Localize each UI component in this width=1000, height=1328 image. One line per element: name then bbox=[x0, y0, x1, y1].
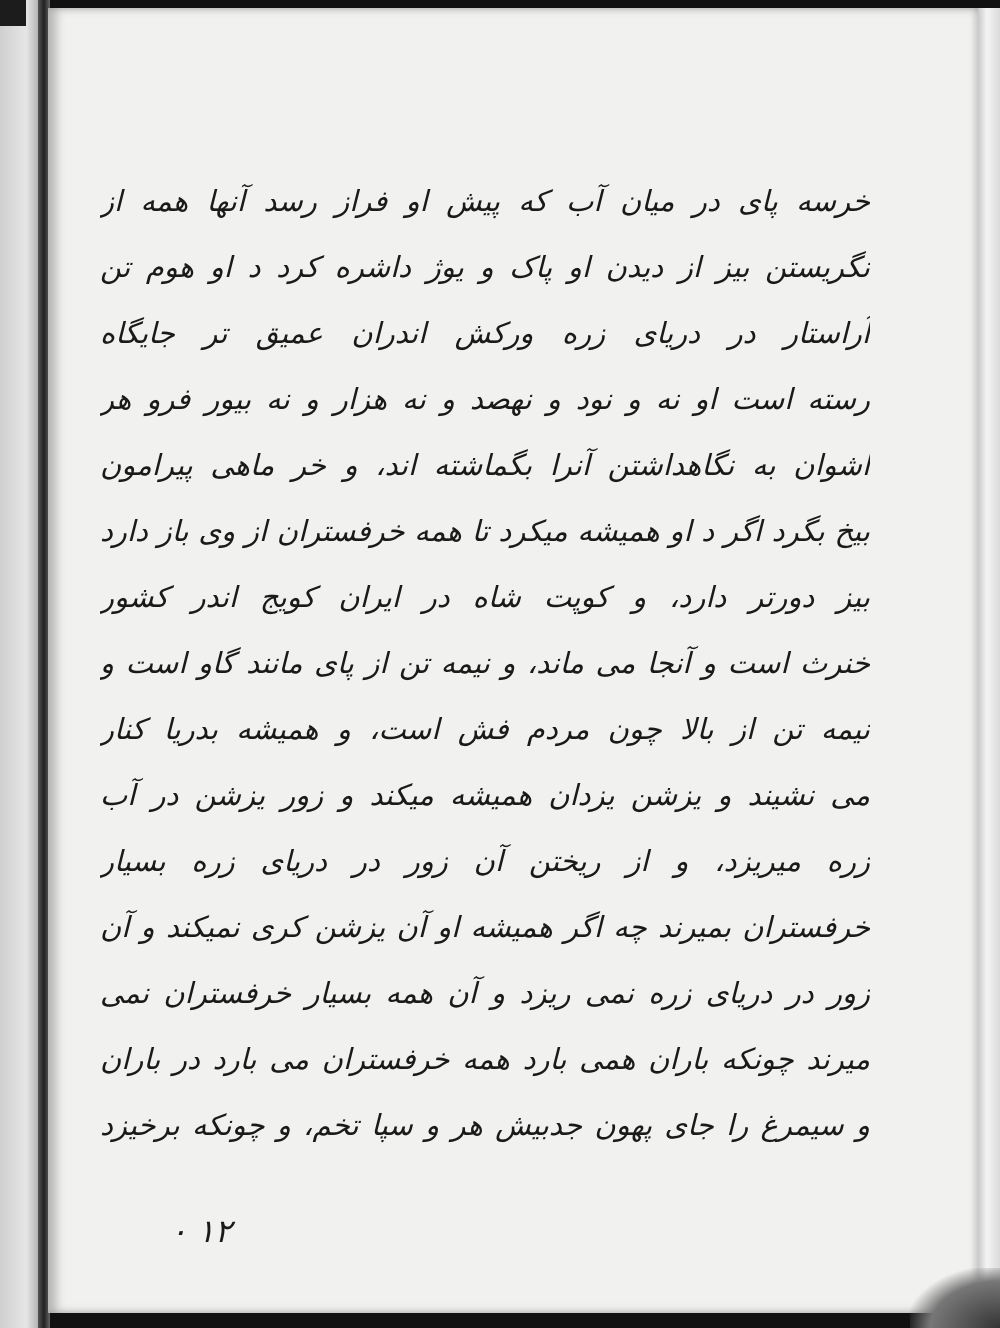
text-line: بیخ بگرد اگر د او همیشه میکرد تا همه خرفستران از وی باز دارد bbox=[100, 514, 870, 548]
text-line: و سیمرغ را جای پهون جدبیش هر و سپا تخم، و چونکه برخیزد bbox=[100, 1108, 870, 1142]
manuscript-text bbox=[100, 168, 870, 1158]
page-right-edge bbox=[978, 8, 1000, 1328]
corner-tab bbox=[0, 0, 26, 26]
text-line: زور در دریای زره نمی ریزد و آن همه بسیار خرفستران نمی bbox=[100, 976, 870, 1010]
folio-number: ۱۲ ۰ bbox=[170, 1212, 232, 1250]
text-line: زره میریزد، و از ریختن آن زور در دریای زره بسیار bbox=[100, 844, 870, 878]
text-line: آراستار در دریای زره ورکش اندران عمیق تر جایگاه bbox=[100, 316, 870, 350]
text-line: میرند چونکه باران همی بارد همه خرفستران می بارد در باران bbox=[100, 1042, 870, 1076]
text-line: خرسه پای در میان آب که پیش او فراز رسد آنها همه از bbox=[100, 184, 870, 218]
text-line: خرفستران بمیرند چه اگر همیشه او آن یزشن کری نمیکند و آن bbox=[100, 910, 870, 944]
text-line: رسته است او نه و نود و نهصد و نه هزار و نه بیور فرو هر bbox=[100, 382, 870, 416]
text-line: اشوان به نگاهداشتن آنرا بگماشته اند، و خر ماهی پیرامون bbox=[100, 448, 870, 482]
text-line: نیمه تن از بالا چون مردم فش است، و همیشه بدریا کنار bbox=[100, 712, 870, 746]
text-line: نگریستن بیز از دیدن او پاک و یوژ داشره کرد د او هوم تن bbox=[100, 250, 870, 284]
thumb-shadow bbox=[910, 1268, 1000, 1328]
text-line: خنرث است و آنجا می ماند، و نیمه تن از پای مانند گاو است و bbox=[100, 646, 870, 680]
text-line: می نشیند و یزشن یزدان همیشه میکند و زور یزشن در آب bbox=[100, 778, 870, 812]
text-line: بیز دورتر دارد، و کوپت شاه در ایران کویج اندر کشور bbox=[100, 580, 870, 614]
